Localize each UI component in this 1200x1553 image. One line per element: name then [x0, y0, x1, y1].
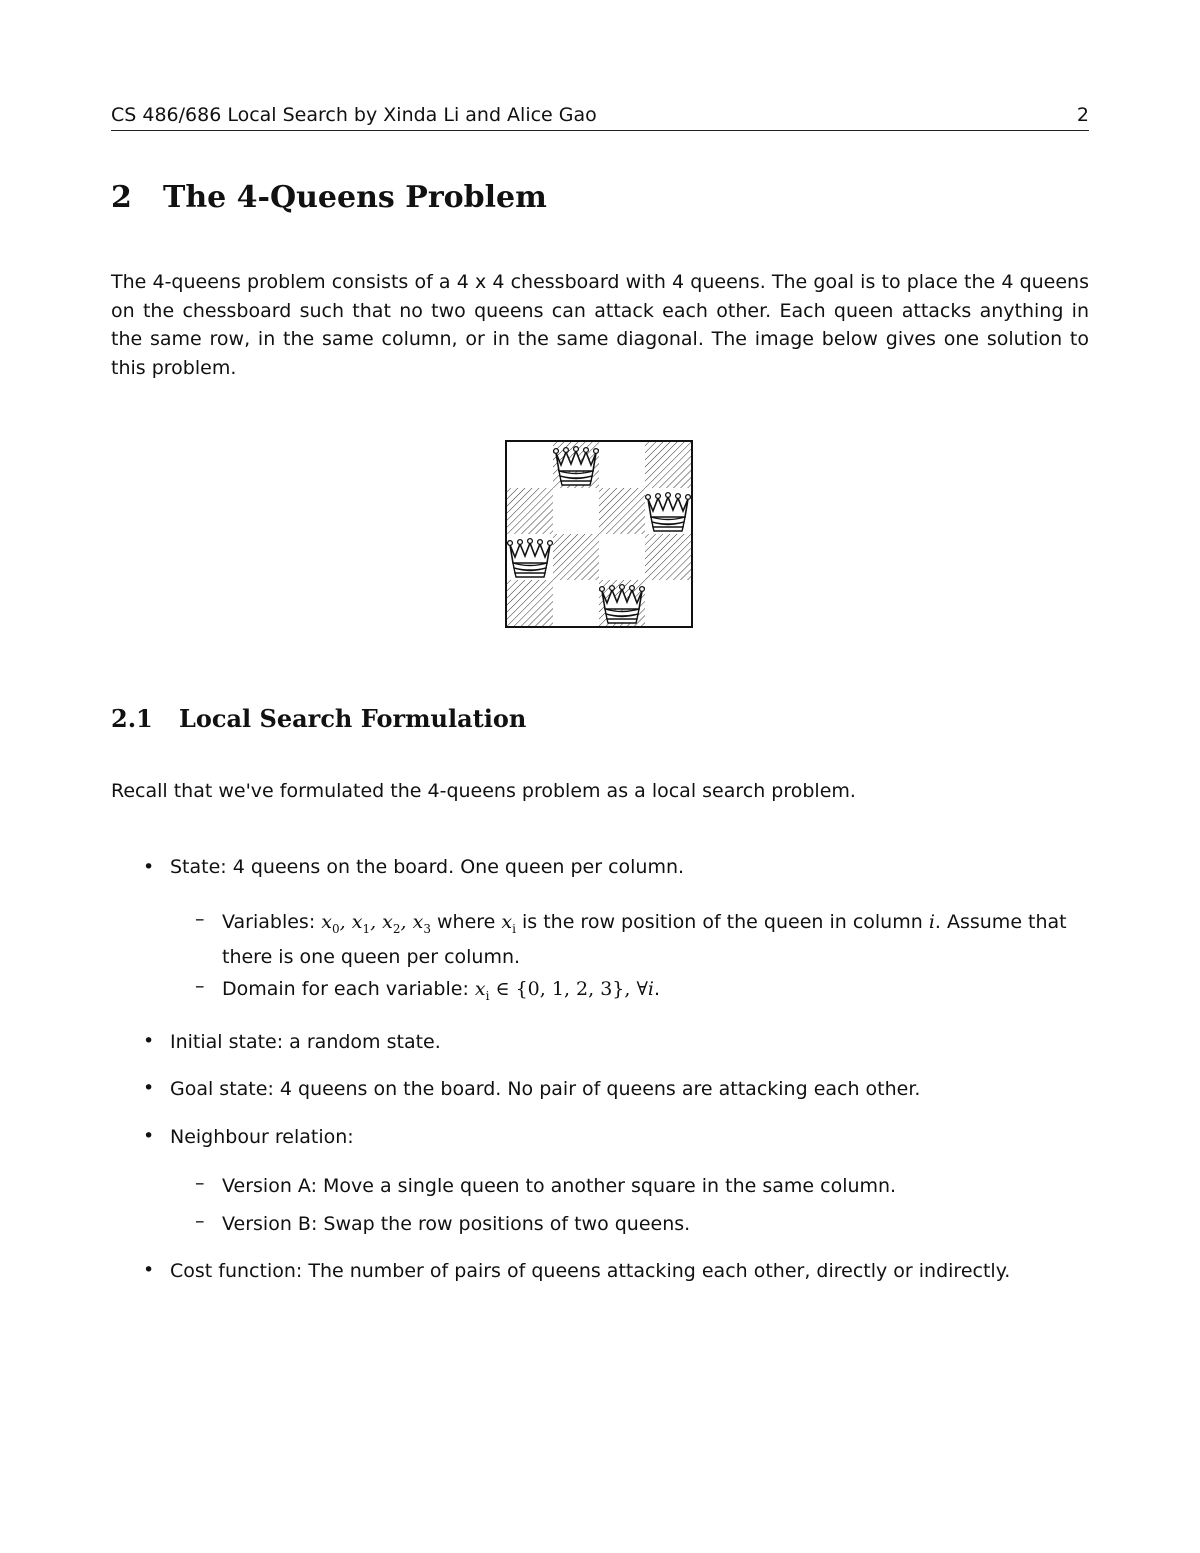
list-item-neighbour: Neighbour relation:: [170, 1126, 354, 1148]
bullet-marker: •: [143, 1125, 155, 1147]
light-square: [599, 534, 645, 580]
dash-marker: –: [195, 1172, 205, 1194]
xi-math: $x_i$: [501, 911, 516, 936]
header-title: CS 486/686 Local Search by Xinda Li and Alice Gao: [111, 104, 597, 126]
list-item-initial-state: Initial state: a random state.: [170, 1031, 441, 1053]
list-item-state: State: 4 queens on the board. One queen per column.: [170, 856, 685, 878]
bullet-marker: •: [143, 1030, 155, 1052]
domain-end: .: [654, 978, 661, 1000]
domain-xi-math: $x_i$: [474, 978, 490, 1003]
variables-where: where: [430, 911, 502, 933]
variables-math: $x_0$, $x_1$, $x_2$, $x_3$: [321, 911, 431, 936]
dash-marker: –: [195, 908, 205, 930]
list-item-cost-function: Cost function: The number of pairs of queens attacking each other, directly or indirectly.: [170, 1260, 1011, 1282]
list-item-version-a: Version A: Move a single queen to another square in the same column.: [222, 1175, 897, 1197]
light-square: [553, 580, 599, 626]
subsection-heading: [111, 704, 526, 733]
variables-label: Variables:: [222, 911, 322, 933]
variables-assume: . Assume that there is one queen per column.: [222, 911, 1067, 969]
dark-square: [645, 442, 691, 488]
light-square: [599, 442, 645, 488]
subsection-title: Local Search Formulation: [179, 704, 527, 733]
subsection-number: 2.1: [111, 704, 153, 733]
dash-marker: –: [195, 975, 205, 997]
domain-set: ∈ {0, 1, 2, 3}, ∀: [489, 978, 648, 1000]
domain-i-math: i: [647, 978, 654, 1000]
subsection-intro: Recall that we've formulated the 4-queens problem as a local search problem.: [111, 780, 856, 802]
section-title: The 4-Queens Problem: [163, 180, 547, 215]
chessboard-figure: [505, 440, 693, 628]
light-square: [507, 442, 553, 488]
running-header: [111, 104, 1089, 131]
bullet-marker: •: [143, 1077, 155, 1099]
section-heading: [111, 180, 547, 215]
list-item-variables: [222, 908, 1089, 972]
bullet-marker: •: [143, 856, 155, 878]
list-item-domain: [222, 975, 1089, 1010]
dark-square: [599, 488, 645, 534]
light-square: [553, 488, 599, 534]
section-number: 2: [111, 180, 132, 215]
bullet-marker: •: [143, 1259, 155, 1281]
dark-square: [553, 534, 599, 580]
dark-square: [507, 580, 553, 626]
page-number: 2: [1076, 104, 1089, 126]
chessboard-svg: [507, 442, 691, 626]
dark-square: [507, 488, 553, 534]
i-math: i: [928, 911, 935, 933]
variables-desc: is the row position of the queen in column: [515, 911, 929, 933]
light-square: [645, 580, 691, 626]
dash-marker: –: [195, 1210, 205, 1232]
intro-paragraph: The 4-queens problem consists of a 4 x 4 chessboard with 4 queens. The goal is to place the 4 queens on the chessboard such that no two queens can attack each other. Each queen attacks anything in the same row, in the same column, or in the same diagonal. The image below gives one solution to this problem.: [111, 271, 1089, 379]
list-item-goal-state: Goal state: 4 queens on the board. No pair of queens are attacking each other.: [170, 1078, 921, 1100]
dark-square: [645, 534, 691, 580]
list-item-version-b: Version B: Swap the row positions of two queens.: [222, 1213, 691, 1235]
domain-label: Domain for each variable:: [222, 978, 475, 1000]
